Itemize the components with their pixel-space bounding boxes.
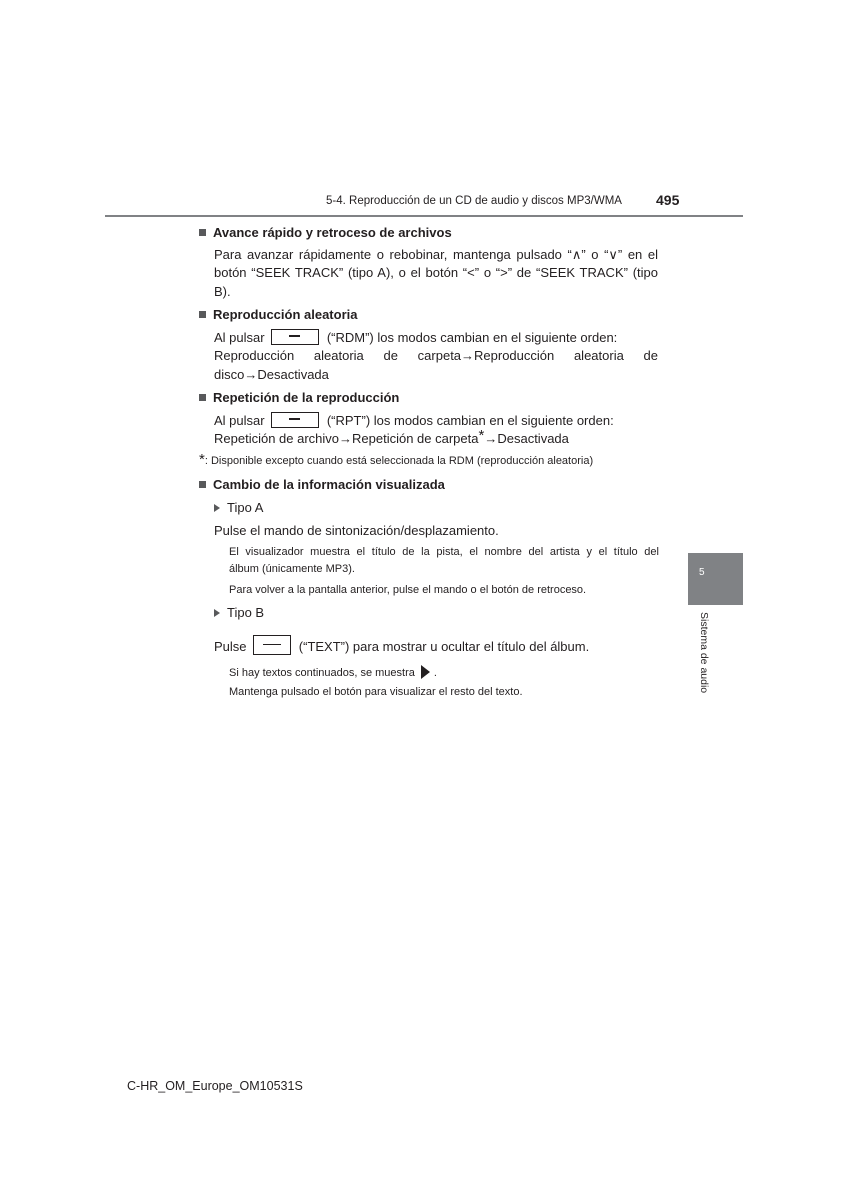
header-title: 5-4. Reproducción de un CD de audio y discos MP3/WMA <box>326 195 622 207</box>
footnote-star: * <box>478 427 485 444</box>
type-a-text: Pulse el mando de sintonización/desplazamiento. <box>214 523 499 538</box>
random-line-1-post: (“RDM”) los modos cambian en el siguiente orden: <box>326 330 618 345</box>
fast-line-2: botón “SEEK TRACK” (tipo A), o el botón “<” o “>” de “SEEK TRACK” (tipo <box>214 265 658 280</box>
section-title-text: Repetición de la reproducción <box>213 390 400 405</box>
type-a-heading <box>214 500 263 515</box>
play-arrow-icon <box>421 665 430 679</box>
bullet-square-icon <box>199 481 206 488</box>
section-title-random <box>199 307 357 322</box>
section-title-fast <box>199 225 452 240</box>
type-b-note-1-post: . <box>433 667 437 679</box>
repeat-line-2 <box>214 427 658 449</box>
type-b-post: (“TEXT”) para mostrar u ocultar el título del álbum. <box>298 639 590 654</box>
rpt-button-icon <box>271 412 319 428</box>
header-divider <box>105 215 743 217</box>
footnote-text: : Disponible excepto cuando está seleccionada la RDM (reproducción aleatoria) <box>204 455 594 467</box>
repeat-line-2-b: →Desactivada <box>484 431 569 446</box>
page-number: 495 <box>656 192 680 208</box>
footnote <box>199 451 593 468</box>
random-line-1-pre: Al pulsar <box>214 330 265 345</box>
chapter-tab <box>688 553 743 605</box>
repeat-line-2-a: Repetición de archivo→Repetición de carpeta <box>214 431 479 446</box>
random-line-3: disco→Desactivada <box>214 367 329 382</box>
footnote-star: * <box>199 451 205 468</box>
type-b-note-1-pre: Si hay textos continuados, se muestra <box>229 667 415 679</box>
repeat-line-1-post: (“RPT”) los modos cambian en el siguiente orden: <box>326 413 614 428</box>
section-title-text: Avance rápido y retroceso de archivos <box>213 225 452 240</box>
document-code: C-HR_OM_Europe_OM10531S <box>127 1079 303 1093</box>
chapter-label: Sistema de audio <box>698 612 710 694</box>
type-a-note-1-line-1: El visualizador muestra el título de la pista, el nombre del artista y el título del <box>229 546 659 558</box>
bullet-square-icon <box>199 311 206 318</box>
section-title-repeat <box>199 390 399 405</box>
bullet-square-icon <box>199 229 206 236</box>
type-a-note-1-line-2: álbum (únicamente MP3). <box>229 563 355 575</box>
section-title-text: Cambio de la información visualizada <box>213 477 445 492</box>
fast-line-3: B). <box>214 284 231 299</box>
bullet-square-icon <box>199 394 206 401</box>
chapter-number: 5 <box>699 567 705 578</box>
rdm-button-icon <box>271 329 319 345</box>
text-button-icon <box>253 635 291 655</box>
type-a-note-2: Para volver a la pantalla anterior, pulse el mando o el botón de retroceso. <box>229 584 587 596</box>
type-b-pre: Pulse <box>214 639 247 654</box>
section-title-text: Reproducción aleatoria <box>213 307 358 322</box>
section-title-display <box>199 477 445 492</box>
type-b-label: Tipo B <box>227 605 265 620</box>
triangle-bullet-icon <box>214 504 220 512</box>
random-line-2: Reproducción aleatoria de carpeta→Reproducción aleatoria de <box>214 348 658 363</box>
type-b-note-2: Mantenga pulsado el botón para visualizar el resto del texto. <box>229 686 523 698</box>
triangle-bullet-icon <box>214 609 220 617</box>
type-b-text <box>214 635 658 657</box>
type-a-label: Tipo A <box>227 500 264 515</box>
repeat-line-1-pre: Al pulsar <box>214 413 265 428</box>
fast-line-1: Para avanzar rápidamente o rebobinar, mantenga pulsado “∧” o “∨” en el <box>214 247 658 262</box>
type-b-note-1 <box>229 665 659 682</box>
random-line-1 <box>214 329 658 348</box>
repeat-line-1 <box>214 412 658 431</box>
type-b-heading <box>214 605 264 620</box>
